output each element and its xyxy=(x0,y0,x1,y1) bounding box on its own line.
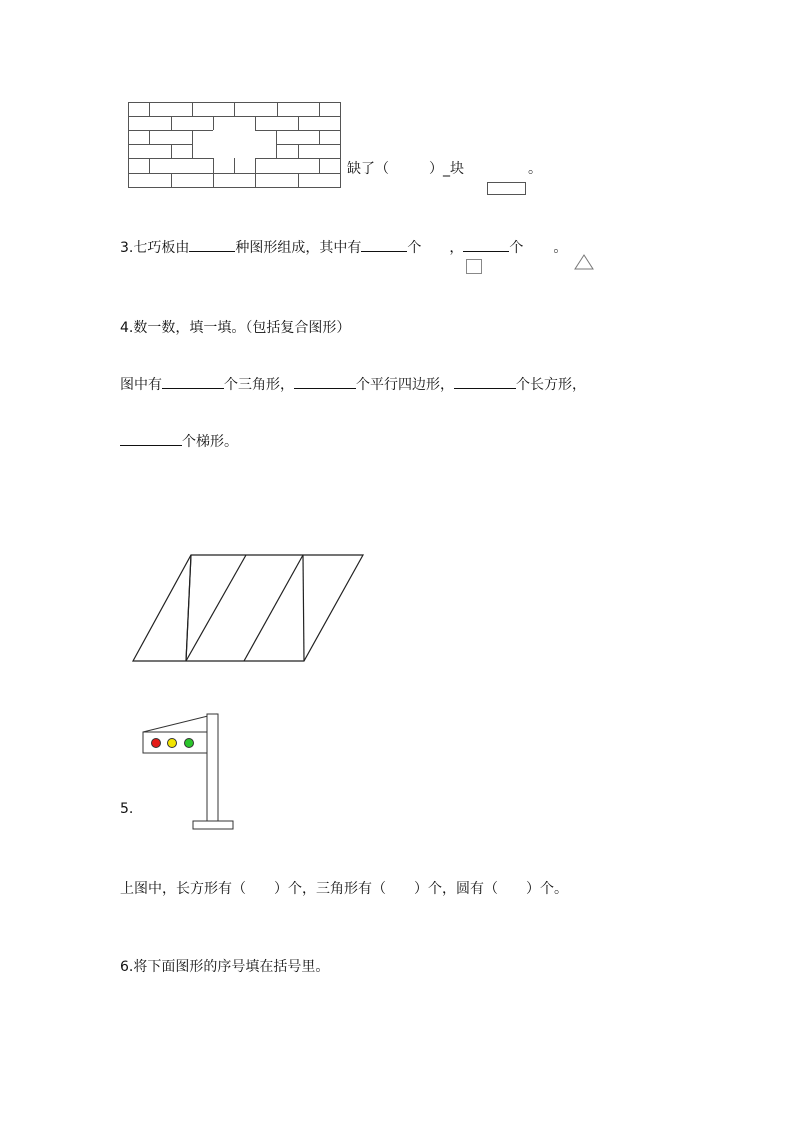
q4-title: 4.数一数，填一填。（包括复合图形） xyxy=(120,320,351,336)
q6-title: 6.将下面图形的序号填在括号里。 xyxy=(120,959,330,975)
q3-text xyxy=(120,237,567,257)
red-light xyxy=(152,739,161,748)
q4-line1-b: 个三角形， xyxy=(224,377,294,393)
q3-blank-triangles[interactable] xyxy=(463,237,509,252)
q3-unit-1: 个 xyxy=(407,240,422,256)
q4-blank-triangles[interactable] xyxy=(162,374,224,389)
brick-wall-figure xyxy=(128,102,342,188)
q3-unit-2: 个 xyxy=(509,240,524,256)
q3-number: 3. xyxy=(120,240,134,256)
q3-text-b: 种图形组成，其中有 xyxy=(235,240,362,256)
q4-line1-d: 个长方形， xyxy=(516,377,586,393)
q4-line1-a: 图中有 xyxy=(120,377,162,393)
triangle-shape-icon xyxy=(574,254,594,270)
q4-line2 xyxy=(120,431,238,451)
q2-missing-text xyxy=(347,158,464,178)
q2-missing-label: 缺了（ xyxy=(347,161,389,177)
q4-blank-trapezoids[interactable] xyxy=(120,431,182,446)
parallelogram-figure xyxy=(131,553,367,665)
yellow-light xyxy=(168,739,177,748)
q4-blank-parallelograms[interactable] xyxy=(294,374,356,389)
q4-line1-c: 个平行四边形， xyxy=(356,377,454,393)
q3-text-a: 七巧板由 xyxy=(133,240,190,256)
q2-missing-close: ） xyxy=(429,161,443,177)
q3-comma: ， xyxy=(449,240,464,256)
brick-unit-icon xyxy=(487,182,526,195)
q4-line1 xyxy=(120,374,586,394)
q2-period: 。 xyxy=(528,161,542,177)
q5-question: 上图中，长方形有（ ）个，三角形有（ ）个，圆有（ ）个。 xyxy=(120,881,568,897)
q4-blank-rectangles[interactable] xyxy=(454,374,516,389)
q3-period: 。 xyxy=(553,240,568,256)
q3-blank-kinds[interactable] xyxy=(189,237,235,252)
q5-number: 5. xyxy=(120,801,134,817)
square-shape-icon xyxy=(466,259,482,274)
green-light xyxy=(185,739,194,748)
q2-unit: _块 xyxy=(443,161,464,177)
traffic-light-figure xyxy=(141,712,236,832)
q3-blank-squares[interactable] xyxy=(361,237,407,252)
q4-line2-text: 个梯形。 xyxy=(182,434,238,450)
